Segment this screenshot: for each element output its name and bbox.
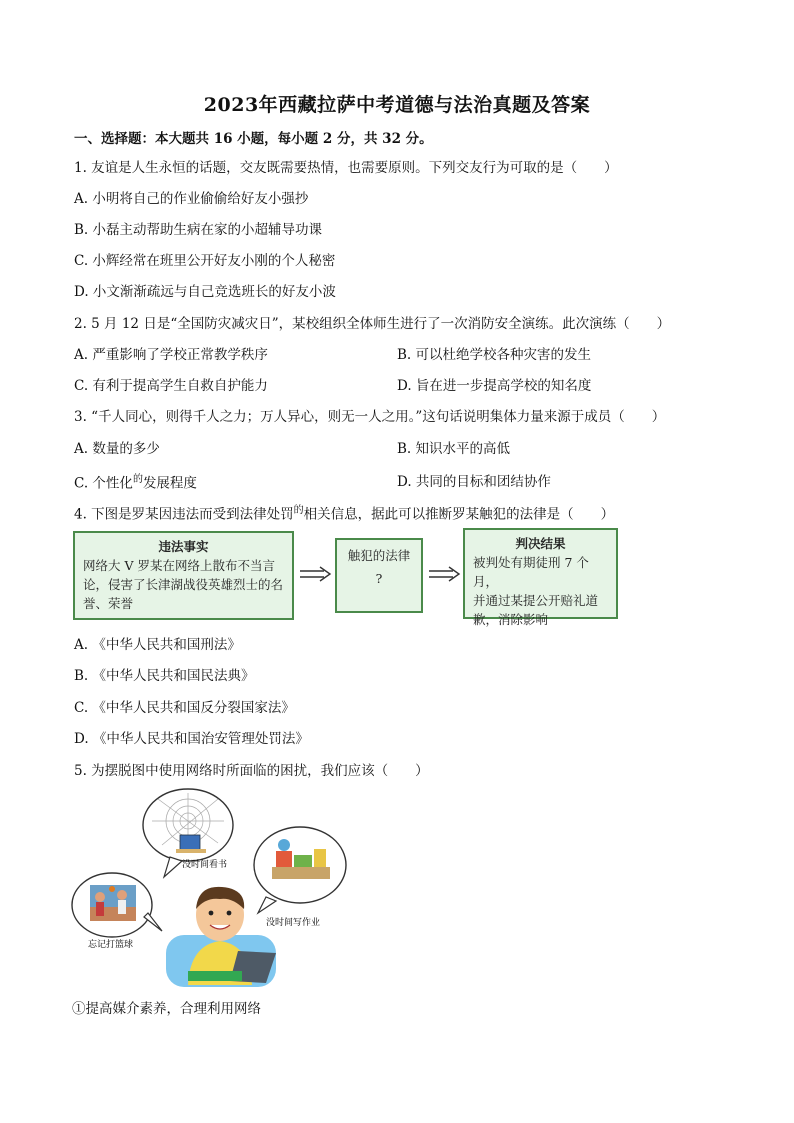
law-box-title: 触犯的法律 xyxy=(347,548,411,563)
fact-box-line-3: 誉、荣誉 xyxy=(83,596,134,611)
double-arrow-icon-2 xyxy=(427,566,461,582)
question-1-option-b: B. 小磊主动帮助生病在家的小超辅导功课 xyxy=(74,222,323,238)
verdict-box-title: 判决结果 xyxy=(515,536,566,551)
option-c-text-1: C. 个性化 xyxy=(74,475,133,492)
question-5-stem: 5. 为摆脱图中使用网络时所面临的困扰，我们应该（ ） xyxy=(74,763,429,779)
question-4-stem xyxy=(74,501,614,523)
internet-overuse-illustration xyxy=(70,785,370,995)
question-3-option-b: B. 知识水平的高低 xyxy=(397,441,511,457)
page-title: 2023年西藏拉萨中考道德与法治真题及答案 xyxy=(203,94,591,116)
question-3-option-a: A. 数量的多少 xyxy=(74,441,160,457)
question-4-option-d: D. 《中华人民共和国治安管理处罚法》 xyxy=(74,731,309,747)
question-2-stem: 2. 5 月 12 日是“全国防灾减灾日”，某校组织全体师生进行了一次消防安全演练。此次演练（ ） xyxy=(74,316,671,332)
question-1-stem: 1. 友谊是人生永恒的话题，交友既需要热情，也需要原则。下列交友行为可取的是（ ） xyxy=(74,160,618,176)
q4-stem-part-2: 相关信息，据此可以推断罗某触犯的法律是（ ） xyxy=(303,506,615,523)
section-heading: 一、选择题：本大题共 16 小题，每小题 2 分，共 32 分。 xyxy=(74,131,433,147)
label-forget-basketball: 忘记打篮球 xyxy=(88,940,134,950)
option-c-text-2: 发展程度 xyxy=(142,475,197,492)
fact-box-line-2: 论，侵害了长津湖战役英雄烈士的名 xyxy=(83,577,284,592)
question-2-option-a: A. 严重影响了学校正常教学秩序 xyxy=(74,347,268,363)
fact-box xyxy=(73,531,294,620)
question-1-option-c: C. 小辉经常在班里公开好友小刚的个人秘密 xyxy=(74,253,336,269)
option-c-superscript: 的 xyxy=(132,474,143,485)
verdict-box xyxy=(463,528,618,627)
law-box xyxy=(335,538,423,613)
question-1-option-d: D. 小文渐渐疏远与自己竞选班长的好友小波 xyxy=(74,284,336,300)
question-3-option-d: D. 共同的目标和团结协作 xyxy=(397,474,551,490)
question-2-option-b: B. 可以杜绝学校各种灾害的发生 xyxy=(397,347,592,363)
question-4-option-c: C. 《中华人民共和国反分裂国家法》 xyxy=(74,700,295,716)
question-4-option-a: A. 《中华人民共和国刑法》 xyxy=(74,637,241,653)
question-1-option-a: A. 小明将自己的作业偷偷给好友小强抄 xyxy=(74,191,309,207)
double-arrow-icon-1 xyxy=(298,566,332,582)
verdict-box-line-1: 被判处有期徒刑 7 个月， xyxy=(473,555,589,589)
homework-bubble xyxy=(254,827,346,913)
q4-stem-superscript: 的 xyxy=(293,505,304,516)
label-no-time-homework: 没时间写作业 xyxy=(266,918,321,928)
fact-box-title: 违法事实 xyxy=(158,539,209,554)
q4-stem-part-1: 4. 下图是罗某因违法而受到法律处罚 xyxy=(74,506,294,523)
question-2-option-c: C. 有利于提高学生自救自护能力 xyxy=(74,378,268,394)
law-box-question-mark: ? xyxy=(375,571,383,586)
question-2-option-d: D. 旨在进一步提高学校的知名度 xyxy=(397,378,592,394)
verdict-box-line-3: 歉，消除影响 xyxy=(473,612,549,627)
fact-box-line-1: 网络大 V 罗某在网络上散布不当言 xyxy=(83,558,275,573)
question-3-option-c xyxy=(74,470,197,492)
basketball-bubble xyxy=(72,873,162,937)
verdict-box-line-2: 并通过某提公开赔礼道 xyxy=(473,593,599,608)
question-4-option-b: B. 《中华人民共和国民法典》 xyxy=(74,668,255,684)
question-3-stem: 3. “千人同心，则得千人之力；万人异心，则无一人之用。”这句话说明集体力量来源于成员（ ） xyxy=(74,409,666,425)
label-no-time-read: 没时间看书 xyxy=(182,860,228,870)
boy-at-laptop xyxy=(166,887,276,987)
question-5-option-1: ①提高媒介素养，合理利用网络 xyxy=(72,1001,261,1017)
